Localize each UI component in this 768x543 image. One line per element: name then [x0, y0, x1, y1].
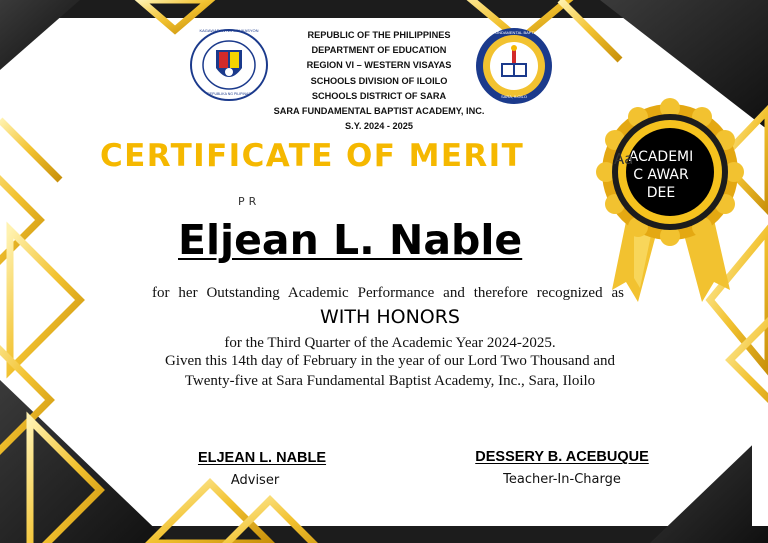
badge-label: ACADEMIC AWARDEE [628, 149, 694, 201]
right-seal-ring-top: SARA FUNDAMENTAL BAPTIST ACADEMY [481, 30, 561, 35]
badge-overlay-text: Aa [614, 150, 634, 168]
left-seal-ring-bottom: REPUBLIKA NG PILIPINAS [207, 92, 251, 96]
top-left-corner-shape [0, 0, 80, 70]
teacher-in-charge-role: Teacher-In-Charge [503, 472, 621, 487]
right-edge [752, 400, 768, 526]
period-text: for the Third Quarter of the Academic Year 2024-2025. [224, 335, 556, 351]
honor-title: WITH HONORS [320, 306, 460, 328]
reason-text: for her Outstanding Academic Performance and therefore recognized as [152, 285, 624, 301]
given-place-text: Twenty-five at Sara Fundamental Baptist Academy, Inc., Sara, Iloilo [184, 373, 596, 389]
header-line: REPUBLIC OF THE PHILIPPINES [307, 30, 451, 40]
bottom-left-corner-shape [0, 380, 170, 543]
header-block [250, 28, 508, 134]
left-seal-ring-top: KAGAWARAN NG EDUKASYON [199, 28, 259, 33]
given-date-text: Given this 14th day of February in the year of our Lord Two Thousand and [165, 353, 615, 369]
right-seal-ring-bottom: SARA, ILOILO [500, 94, 527, 99]
adviser-name: ELJEAN L. NABLE [197, 450, 327, 466]
teacher-in-charge-name: DESSERY B. ACEBUQUE [475, 449, 649, 465]
header-line: REGION VI – WESTERN VISAYAS [306, 60, 452, 71]
header-line: SCHOOLS DIVISION OF ILOILO [310, 75, 448, 86]
header-line: SCHOOLS DISTRICT OF SARA [311, 90, 447, 101]
certificate-title: CERTIFICATE OF MERIT [100, 138, 525, 174]
header-line: S.Y. 2024 - 2025 [345, 121, 413, 132]
header-line: DEPARTMENT OF EDUCATION [311, 45, 447, 56]
recipient-name: Eljean L. Nable [178, 216, 523, 264]
presented-to-text: PR [238, 195, 261, 208]
header-line: SARA FUNDAMENTAL BAPTIST ACADEMY, INC. [273, 106, 485, 117]
adviser-role: Adviser [230, 473, 280, 488]
